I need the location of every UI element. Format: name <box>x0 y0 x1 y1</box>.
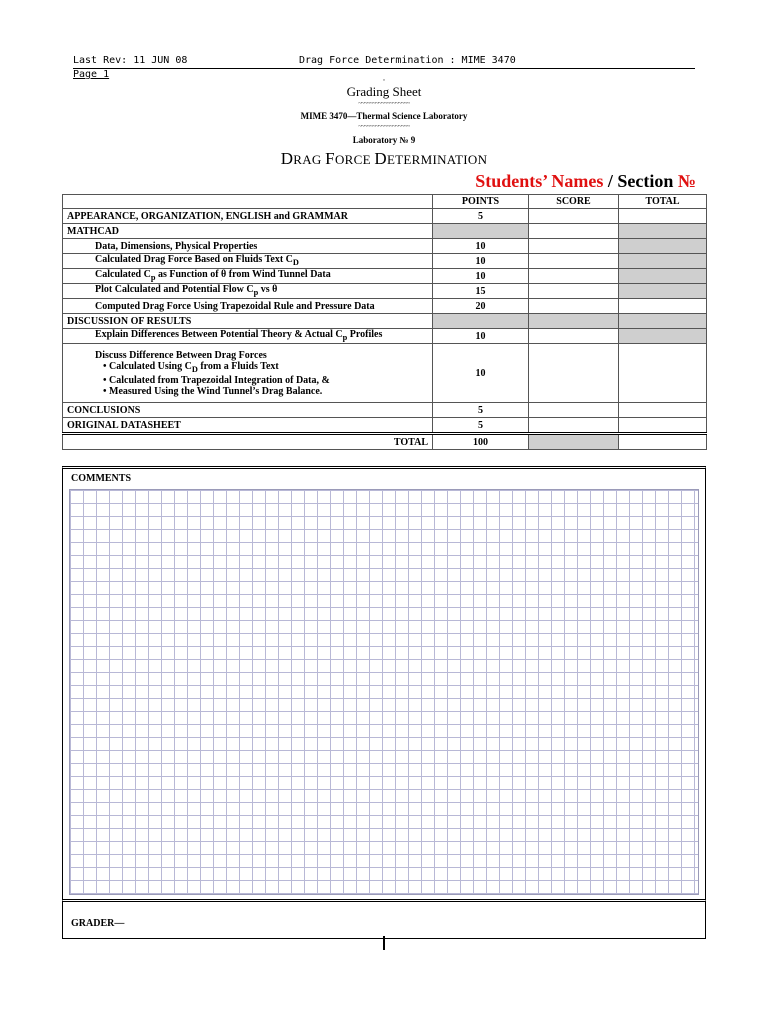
row-label <box>63 284 433 299</box>
table-row <box>63 299 707 314</box>
text-cursor <box>383 936 385 950</box>
title-part: D <box>280 149 294 168</box>
total-cell[interactable] <box>619 299 707 314</box>
shaded-cell <box>433 314 529 329</box>
label-text: as Function of θ from Wind Tunnel Data <box>155 269 331 280</box>
total-points: 100 <box>433 434 529 450</box>
col-points: POINTS <box>433 195 529 209</box>
label-text: Calculated Drag Force Based on Fluids Text C <box>95 254 293 265</box>
header-course-title: Drag Force Determination : MIME 3470 <box>299 55 516 66</box>
row-points: 10 <box>433 329 529 344</box>
divider-rule: ~~~~~~~~~~~~~~~~~~ <box>358 124 410 130</box>
score-cell[interactable] <box>529 344 619 403</box>
label-text: Explain Differences Between Potential Theory & Actual C <box>95 329 343 340</box>
row-label <box>63 344 433 403</box>
subscript: p <box>253 288 259 297</box>
total-cell[interactable] <box>619 209 707 224</box>
score-cell[interactable] <box>529 403 619 418</box>
score-cell[interactable] <box>529 329 619 344</box>
row-label <box>63 269 433 284</box>
row-label <box>63 329 433 344</box>
row-label: MATHCAD <box>63 224 433 239</box>
shaded-cell <box>619 284 707 299</box>
table-row <box>63 209 707 224</box>
label-text: Calculated C <box>95 269 151 280</box>
table-row <box>63 403 707 418</box>
bullet-item <box>103 361 428 375</box>
bullet-list <box>95 361 428 397</box>
shaded-cell <box>619 314 707 329</box>
shaded-cell <box>619 254 707 269</box>
score-cell[interactable] <box>529 209 619 224</box>
score-cell[interactable] <box>529 254 619 269</box>
table-row <box>63 418 707 434</box>
table-row-total <box>63 434 707 450</box>
bullet-item: • Calculated from Trapezoidal Integration of Data, & <box>103 375 428 386</box>
shaded-cell <box>619 239 707 254</box>
total-cell[interactable] <box>619 403 707 418</box>
row-label: Computed Drag Force Using Trapezoidal Rule and Pressure Data <box>63 299 433 314</box>
bullet-item: • Measured Using the Wind Tunnel’s Drag Balance. <box>103 386 428 397</box>
subscript: p <box>150 273 156 282</box>
divider-rule: ~~~~~~~~~~~~~~~~~~ <box>358 101 410 107</box>
document-title <box>0 150 768 169</box>
grading-sheet-heading: Grading Sheet <box>346 84 422 99</box>
row-points: 10 <box>433 239 529 254</box>
comments-box <box>62 466 706 900</box>
row-points: 15 <box>433 284 529 299</box>
title-part: ORCE <box>334 152 375 167</box>
col-score: SCORE <box>529 195 619 209</box>
subscript: p <box>342 333 348 342</box>
comments-label: COMMENTS <box>71 473 131 484</box>
row-label: Data, Dimensions, Physical Properties <box>63 239 433 254</box>
total-label: TOTAL <box>63 434 433 450</box>
comments-grid[interactable] <box>69 489 699 895</box>
students-section-line <box>475 171 696 192</box>
label-text: from a Fluids Text <box>197 360 279 372</box>
subscript: D <box>292 258 299 267</box>
total-score-cell[interactable] <box>529 434 619 450</box>
page-header <box>73 56 695 69</box>
row-label <box>63 254 433 269</box>
table-row <box>63 269 707 284</box>
total-cell[interactable] <box>619 418 707 434</box>
table-row <box>63 254 707 269</box>
table-row <box>63 329 707 344</box>
lab-number: Laboratory № 9 <box>352 135 416 145</box>
table-row <box>63 239 707 254</box>
row-label: APPEARANCE, ORGANIZATION, ENGLISH and GRAMMAR <box>63 209 433 224</box>
row-points: 10 <box>433 254 529 269</box>
section-number-sign: № <box>677 171 696 191</box>
title-part: RAG <box>293 152 326 167</box>
title-part: D <box>374 149 387 168</box>
score-cell[interactable] <box>529 224 619 239</box>
header-blank <box>63 195 433 209</box>
col-total: TOTAL <box>619 195 707 209</box>
grader-box <box>62 899 706 939</box>
row-points: 5 <box>433 418 529 434</box>
row-points: 20 <box>433 299 529 314</box>
label-text: vs θ <box>258 284 278 295</box>
row-label: DISCUSSION OF RESULTS <box>63 314 433 329</box>
grader-label: GRADER— <box>71 918 125 929</box>
label-text: Plot Calculated and Potential Flow C <box>95 284 254 295</box>
row-label: ORIGINAL DATASHEET <box>63 418 433 434</box>
table-row <box>63 344 707 403</box>
subscript: D <box>191 364 198 374</box>
row-points: 10 <box>433 269 529 284</box>
score-cell[interactable] <box>529 418 619 434</box>
shaded-cell <box>619 329 707 344</box>
title-part: F <box>325 149 335 168</box>
total-cell[interactable] <box>619 344 707 403</box>
grading-table <box>62 194 706 450</box>
row-points: 10 <box>433 344 529 403</box>
shaded-cell <box>433 224 529 239</box>
grand-total-cell[interactable] <box>619 434 707 450</box>
shaded-cell <box>619 269 707 284</box>
score-cell[interactable] <box>529 239 619 254</box>
score-cell[interactable] <box>529 269 619 284</box>
students-names: Students’ Names <box>475 171 604 191</box>
table-row <box>63 314 707 329</box>
section-label: / Section <box>603 171 678 191</box>
shaded-cell <box>619 224 707 239</box>
table-row <box>63 224 707 239</box>
row-label: CONCLUSIONS <box>63 403 433 418</box>
row-points: 5 <box>433 209 529 224</box>
label-text: Discuss Difference Between Drag Forces <box>95 349 267 361</box>
score-cell[interactable] <box>529 284 619 299</box>
title-dot: · <box>382 75 386 85</box>
label-text: Calculated Using C <box>109 360 192 372</box>
table-row <box>63 284 707 299</box>
score-cell[interactable] <box>529 299 619 314</box>
row-points: 5 <box>433 403 529 418</box>
page-number: Page 1 <box>73 69 110 80</box>
shaded-cell <box>529 314 619 329</box>
label-text: Profiles <box>347 329 383 340</box>
last-revision: Last Rev: 11 JUN 08 <box>73 55 188 66</box>
lab-name: MIME 3470—Thermal Science Laboratory <box>300 111 468 121</box>
title-part: ETERMINATION <box>386 152 488 167</box>
